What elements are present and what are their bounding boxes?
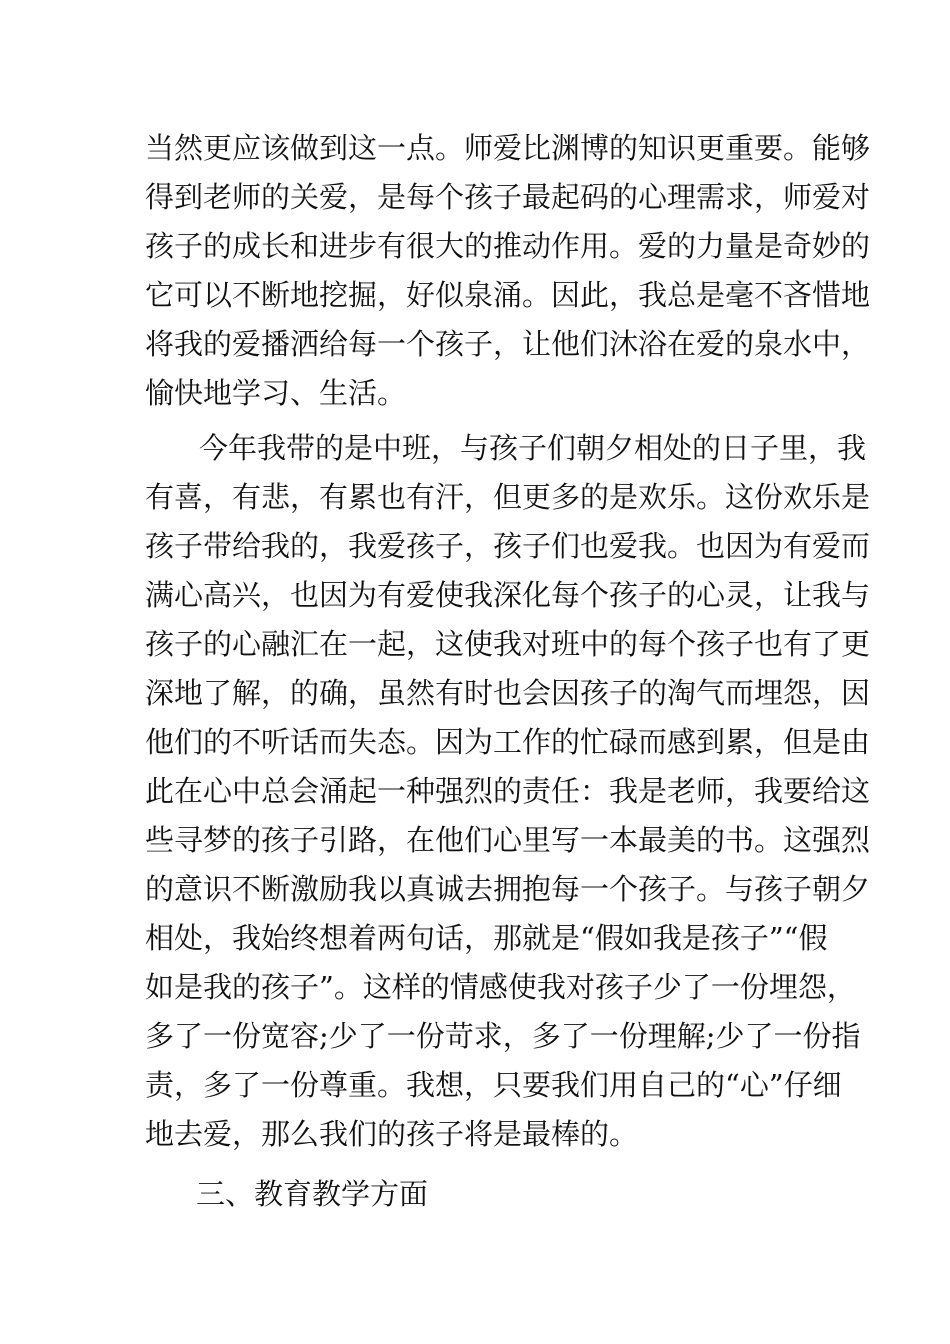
paragraph-line: 有喜，有悲，有累也有汗，但更多的是欢乐。这份欢乐是 [145,480,871,514]
paragraph-line: 责，多了一份尊重。我想，只要我们用自己的“心”仔细 [145,1068,842,1102]
paragraph-line: 此在心中总会涌起一种强烈的责任：我是老师，我要给这 [145,774,871,808]
paragraph-line: 相处，我始终想着两句话，那就是“假如我是孩子”“假 [145,921,828,955]
paragraph-line: 孩子带给我的，我爱孩子，孩子们也爱我。也因为有爱而 [145,529,871,563]
paragraph-line: 得到老师的关爱，是每个孩子最起码的心理需求，师爱对 [145,180,871,214]
paragraph-line: 地去爱，那么我们的孩子将是最棒的。 [145,1117,639,1151]
paragraph-line: 孩子的成长和进步有很大的推动作用。爱的力量是奇妙的 [145,229,871,263]
paragraph-line: 深地了解，的确，虽然有时也会因孩子的淘气而埋怨，因 [145,676,871,710]
paragraph-line: 多了一份宽容;少了一份苛求，多了一份理解;少了一份指 [145,1019,861,1053]
paragraph-line: 孩子的心融汇在一起，这使我对班中的每个孩子也有了更 [145,627,871,661]
paragraph-line: 将我的爱播洒给每一个孩子，让他们沐浴在爱的泉水中， [145,327,871,361]
paragraph-middle-class [145,424,871,1159]
paragraph-line: 当然更应该做到这一点。师爱比渊博的知识更重要。能够 [145,131,871,165]
paragraph-line: 的意识不断激励我以真诚去拥抱每一个孩子。与孩子朝夕 [145,872,871,906]
paragraph-line: 他们的不听话而失态。因为工作的忙碌而感到累，但是由 [145,725,871,759]
paragraph-line: 它可以不断地挖掘，好似泉涌。因此，我总是毫不吝惜地 [145,278,871,312]
section-heading: 三、教育教学方面 [196,1177,429,1211]
paragraph-line: 些寻梦的孩子引路，在他们心里写一本最美的书。这强烈 [145,823,871,857]
paragraph-line: 满心高兴，也因为有爱使我深化每个孩子的心灵，让我与 [145,578,871,612]
paragraph-line: 愉快地学习、生活。 [145,376,407,410]
paragraph-line: 如是我的孩子”。这样的情感使我对孩子少了一份埋怨， [145,970,856,1004]
paragraph-line: 今年我带的是中班，与孩子们朝夕相处的日子里，我 [199,431,867,465]
paragraph-love [145,124,871,418]
